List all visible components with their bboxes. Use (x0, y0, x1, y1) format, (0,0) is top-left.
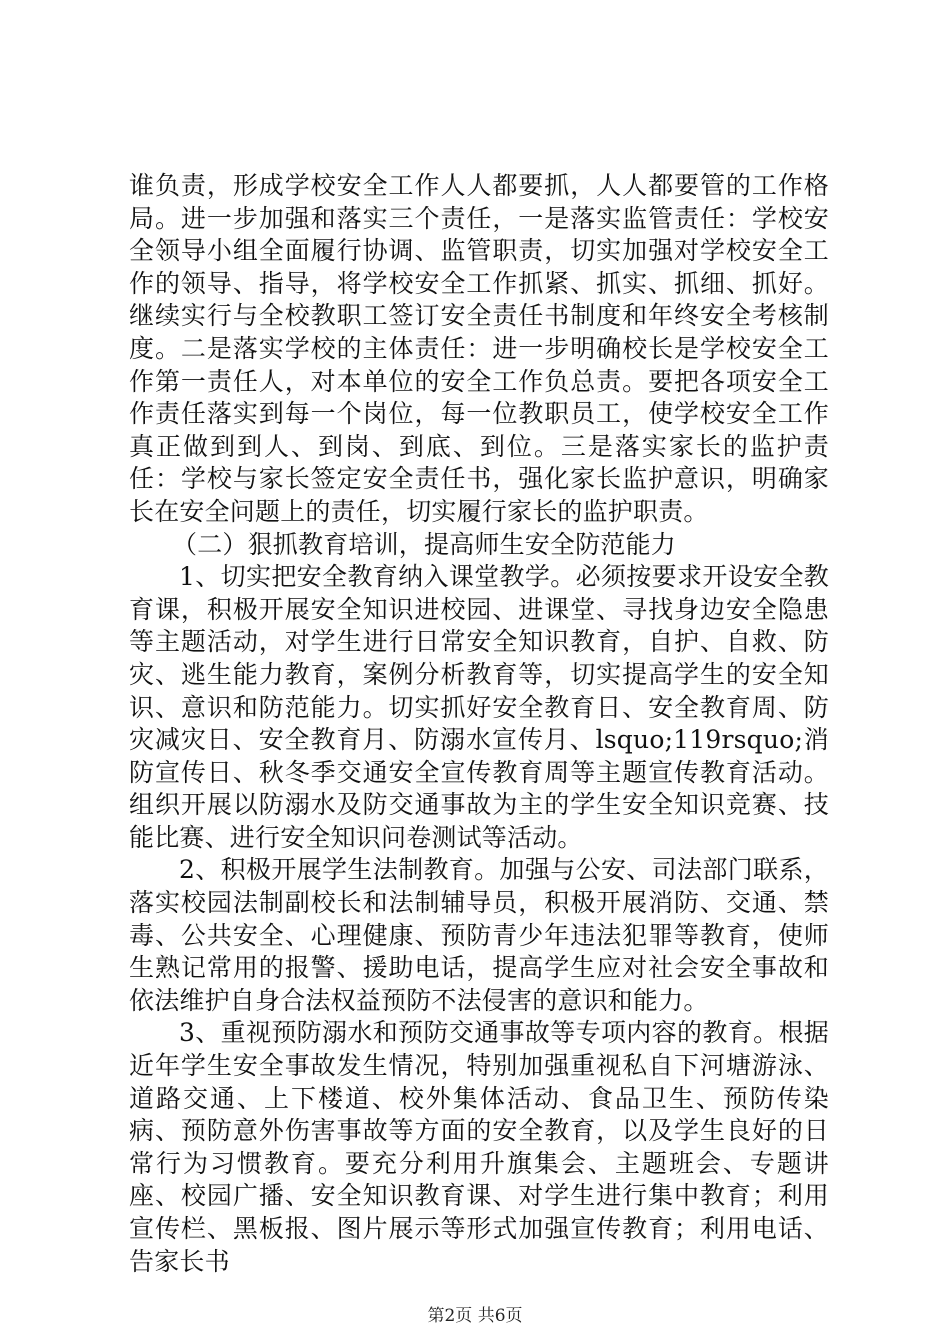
page-footer: 第2页 共6页 (427, 1306, 523, 1326)
paragraph-drowning-traffic-education: 3、重视预防溺水和预防交通事故等专项内容的教育。根据近年学生安全事故发生情况，特别加强重视私自下河塘游泳、道路交通、上下楼道、校外集体活动、食品卫生、预防传染病、预防意外伤害事故等方面的安全教育，以及学生良好的日常行为习惯教育。要充分利用升旗集会、主题班会、专题讲座、校园广播、安全知识教育课、对学生进行集中教育；利用宣传栏、黑板报、图片展示等形式加强宣传教育；利用电话、告家长书 (129, 1018, 829, 1276)
section-heading-education-training: （二）狠抓教育培训，提高师生安全防范能力 (172, 529, 677, 559)
paragraph-legal-education: 2、积极开展学生法制教育。加强与公安、司法部门联系，落实校园法制副校长和法制辅导员，积极开展消防、交通、禁毒、公共安全、心理健康、预防青少年违法犯罪等教育，使师生熟记常用的报警、援助电话，提高学生应对社会安全事故和依法维护自身合法权益预防不法侵害的意识和能力。 (129, 855, 829, 1015)
document-body (129, 170, 829, 1278)
paragraph-responsibility: 谁负责，形成学校安全工作人人都要抓，人人都要管的工作格局。进一步加强和落实三个责任，一是落实监管责任：学校安全领导小组全面履行协调、监管职责，切实加强对学校安全工作的领导、指导，将学校安全工作抓紧、抓实、抓细、抓好。继续实行与全校教职工签订安全责任书制度和年终安全考核制度。二是落实学校的主体责任：进一步明确校长是学校安全工作第一责任人，对本单位的安全工作负总责。要把各项安全工作责任落实到每一个岗位，每一位教职员工，使学校安全工作真正做到到人、到岗、到底、到位。三是落实家长的监护责任：学校与家长签定安全责任书，强化家长监护意识，明确家长在安全问题上的责任，切实履行家长的监护职责。 (129, 171, 829, 526)
paragraph-classroom-education: 1、切实把安全教育纳入课堂教学。必须按要求开设安全教育课，积极开展安全知识进校园、进课堂、寻找身边安全隐患等主题活动，对学生进行日常安全知识教育，自护、自救、防灾、逃生能力教育，案例分析教育等，切实提高学生的安全知识、意识和防范能力。切实抓好安全教育日、安全教育周、防灾减灾日、安全教育月、防溺水宣传月、lsquo;119rsquo;消防宣传日、秋冬季交通安全宣传教育周等主题宣传教育活动。组织开展以防溺水及防交通事故为主的学生安全知识竞赛、技能比赛、进行安全知识问卷测试等活动。 (129, 562, 829, 852)
